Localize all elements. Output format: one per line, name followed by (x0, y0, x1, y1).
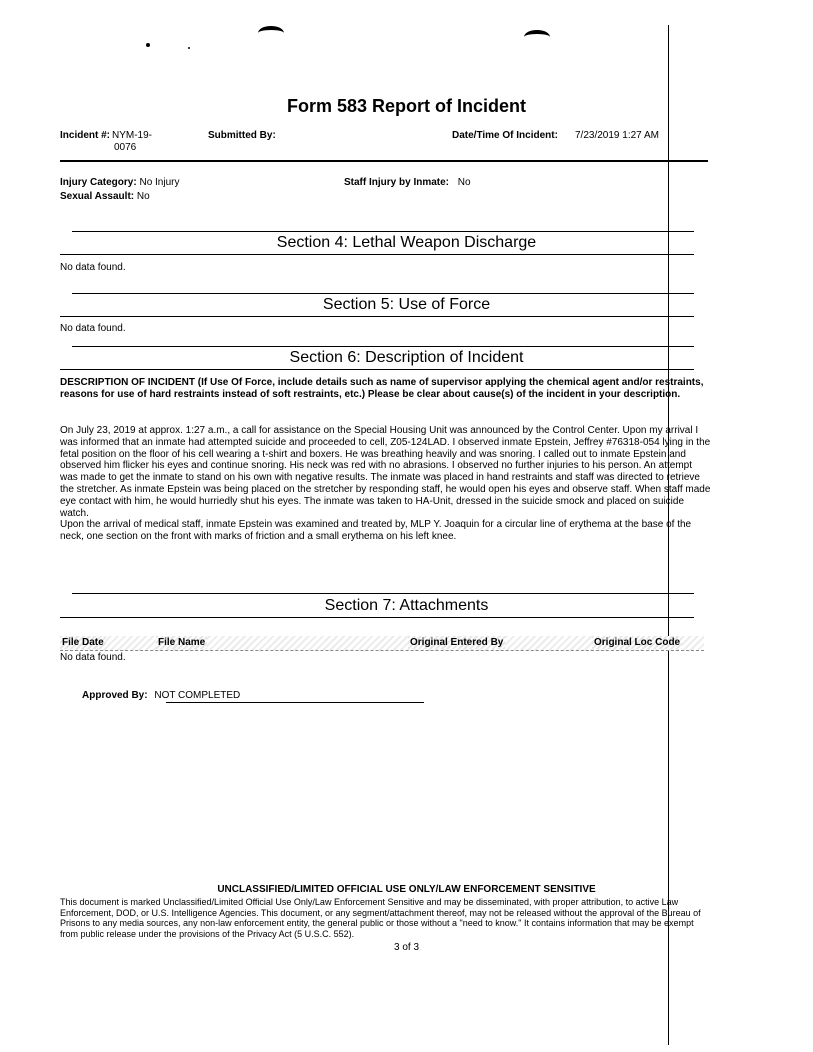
section6-paragraph-2: Upon the arrival of medical staff, inmate Epstein was examined and treated by, MLP Y. Joaquin for a circular line of erythema at the base of the neck, one section on the front with marks of friction and a small erythema on his left knee. (60, 519, 692, 543)
datetime-label: Date/Time Of Incident: (452, 130, 558, 141)
column-original-entered-by: Original Entered By (410, 637, 504, 648)
footer-heading: UNCLASSIFIED/LIMITED OFFICIAL USE ONLY/LAW ENFORCEMENT SENSITIVE (217, 884, 596, 895)
column-file-name: File Name (158, 637, 206, 648)
section7-top-rule (72, 593, 694, 594)
section6-top-rule (72, 346, 694, 347)
section6-bottom-rule (60, 369, 694, 370)
incident-number-line1: NYM-19- (112, 130, 153, 141)
footer-disclaimer: This document is marked Unclassified/Limited Official Use Only/Law Enforcement Sensitive and may be disseminated, with proper attribution, to active Law Enforcement, DOD, or U.S. Intelligence Agencies. This document, or any segment/attachment thereof, may not be released without the approval of the Bureau of Prisons to any media sources, any non-law enforcement entity, the general public or those without a "need to know." It contains information that may be exempt from public release under the provisions of the Privacy Act (5 U.S.C. 552). (60, 897, 701, 939)
section5-title: Section 5: Use of Force (322, 296, 491, 313)
section5-bottom-rule (60, 316, 694, 317)
page-number: 3 of 3 (393, 942, 420, 953)
header-divider (60, 160, 708, 162)
section7-bottom-rule (60, 617, 694, 618)
approved-by-value: NOT COMPLETED (154, 690, 241, 701)
injury-category-value: No Injury (139, 177, 180, 188)
column-original-loc-code: Original Loc Code (594, 637, 681, 648)
submitted-by-label: Submitted By: (208, 130, 276, 141)
section4-body: No data found. (60, 262, 126, 273)
incident-number-value (112, 130, 152, 154)
datetime-value: 7/23/2019 1:27 AM (575, 130, 659, 141)
section6-title: Section 6: Description of Incident (289, 349, 524, 366)
form-title: Form 583 Report of Incident (286, 96, 527, 116)
incident-number-line2: 0076 (114, 142, 137, 153)
section4-bottom-rule (60, 254, 694, 255)
incident-number-label: Incident #: (60, 130, 111, 141)
section7-body: No data found. (60, 652, 126, 663)
staff-injury (344, 177, 471, 188)
injury-category (60, 177, 179, 188)
section4-title: Section 4: Lethal Weapon Discharge (276, 234, 537, 251)
section6-paragraph-1: On July 23, 2019 at approx. 1:27 a.m., a call for assistance on the Special Housing Unit was announced by the Control Center. Upon my arrival I was informed that an inmate had attempted suicide and proceeded to cell, Z05-124LAD. I observed inmate Epstein, Jeffrey #76318-054 lying in the fetal position on the floor of his cell wearing a t-shirt and boxers. He was breathing heavily and was snoring. I called out to inmate Epstein and observed him flicker his eyes and continue snoring. His neck was red with no abrasions. I observed no further injuries to his person. An attempt was made to get the inmate to stand on his own with negative results. The inmate was placed in hand restraints and staff was directed to retrieve the stretcher. As inmate Epstein was being placed on the stretcher by responding staff, he would open his eyes and observe staff. When staff made eye contact with him, he would hurriedly shut his eyes. The inmate was taken to HA-Unit, dressed in the suicide smock and placed on suicide watch. (60, 425, 711, 519)
sexual-assault-label: Sexual Assault: (60, 191, 135, 202)
scan-artifact-dot (188, 47, 190, 49)
approved-by (82, 690, 240, 701)
approved-by-label: Approved By: (82, 690, 148, 701)
sexual-assault (60, 191, 150, 202)
injury-category-label: Injury Category: (60, 177, 137, 188)
column-file-date: File Date (62, 637, 104, 648)
scan-artifact-mark (524, 30, 550, 44)
sexual-assault-value: No (136, 191, 150, 202)
scan-artifact-mark (258, 26, 284, 40)
attachments-table-header (60, 636, 704, 651)
section5-top-rule (72, 293, 694, 294)
staff-injury-value: No (457, 177, 471, 188)
section6-instructions: DESCRIPTION OF INCIDENT (If Use Of Force, include details such as name of supervisor applying the chemical agent and/or restraints, reasons for use of hard restraints instead of soft restraints, etc.) Please be clear about cause(s) of the incident in your description. (60, 377, 704, 400)
scan-artifact-dot (146, 43, 150, 47)
section6-description (60, 425, 712, 543)
section7-title: Section 7: Attachments (324, 597, 489, 614)
section4-top-rule (72, 231, 694, 232)
staff-injury-label: Staff Injury by Inmate: (344, 177, 450, 188)
section5-body: No data found. (60, 323, 126, 334)
approved-by-underline (166, 702, 424, 703)
